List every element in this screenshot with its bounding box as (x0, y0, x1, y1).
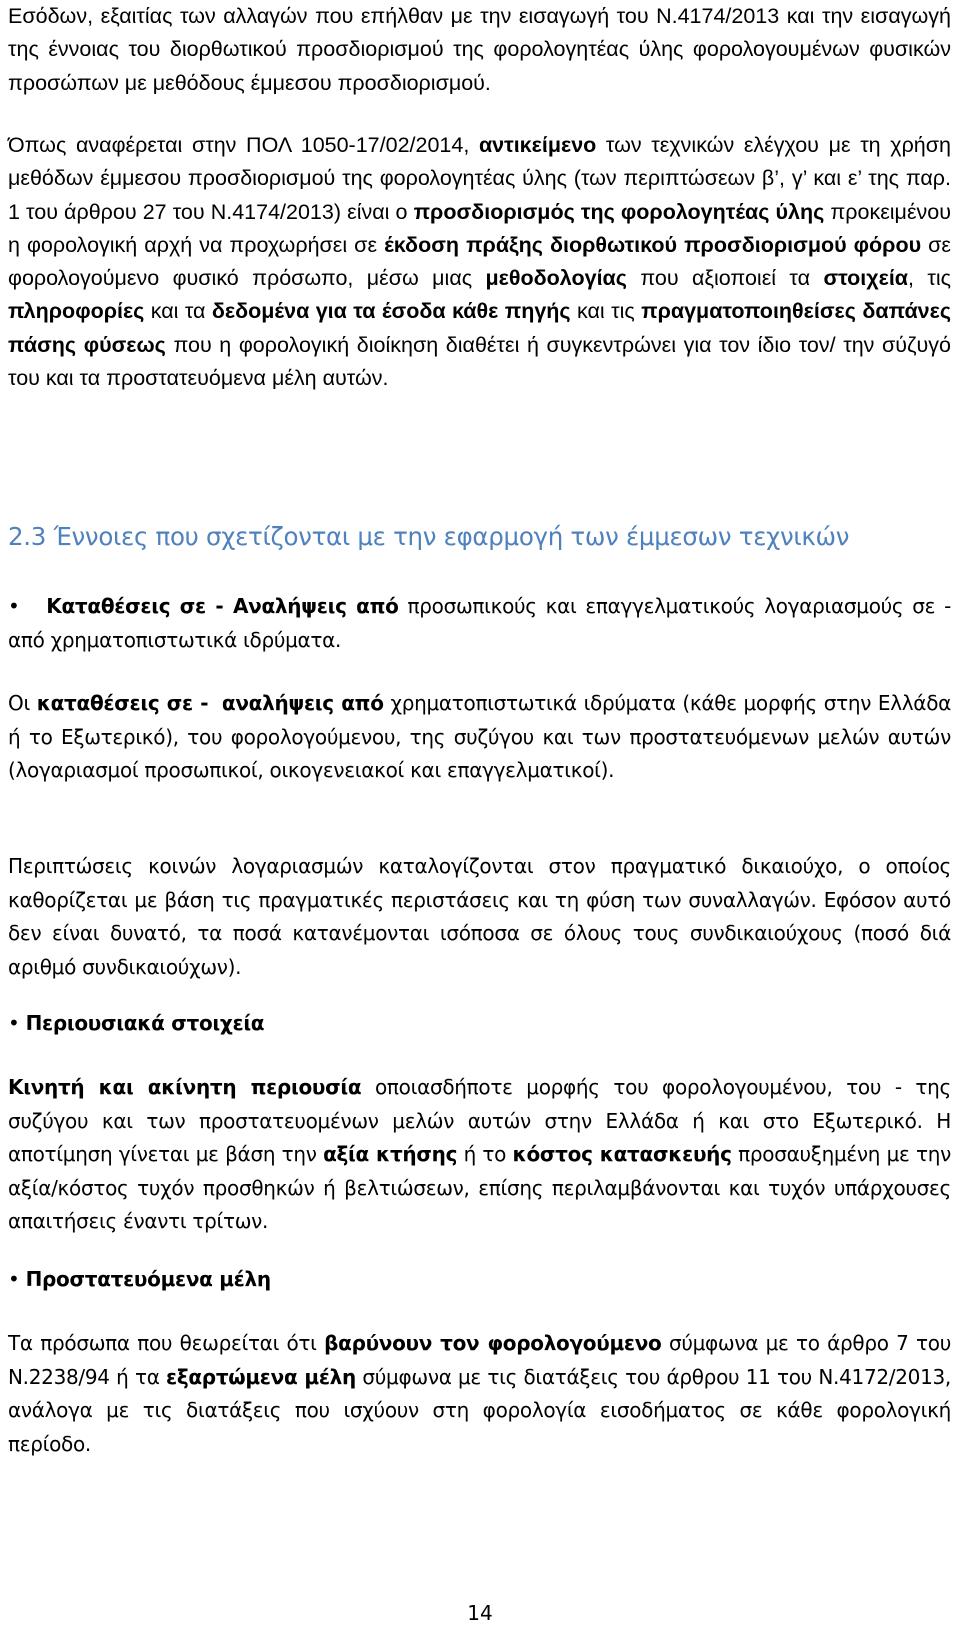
bullet-marker: • (8, 594, 20, 618)
bullet-marker: • (8, 1267, 20, 1291)
paragraph-intro: Εσόδων, εξαιτίας των αλλαγών που επήλθαν με την εισαγωγή του Ν.4174/2013 και την εισαγωγή της έννοιας του διορθωτικού προσδιορισμού της φορολογητέας ύλης φορολογουμένων φυσικών προσώπων με μεθόδους έμμεσου προσδιορισμού. (8, 4, 951, 95)
bullet-deposits: • Καταθέσεις σε - Αναλήψεις από προσωπικούς και επαγγελματικούς λογαριασμούς σε - από χρηματοπιστωτικά ιδρύματα. (8, 594, 951, 652)
section-heading (8, 519, 951, 555)
paragraph-dependents: Τα πρόσωπα που θεωρείται ότι βαρύνουν τον φορολογούμενο σύμφωνα με το άρθρο 7 του Ν.2238/94 ή τα εξαρτώμενα μέλη σύμφωνα με τις διατάξεις του άρθρου 11 του Ν.4172/2013, ανάλογα με τις διατάξεις που ισχύουν στη φορολογία εισοδήματος σε κάθε φορολογική περίοδο. (8, 1331, 951, 1456)
section-number: 2.3 (8, 522, 47, 551)
paragraph-joint-accounts: Περιπτώσεις κοινών λογαριασμών καταλογίζονται στον πραγματικό δικαιούχο, ο οποίος καθορίζεται με βάση τις πραγματικές περιστάσεις και τη φύση των συναλλαγών. Εφόσον αυτό δεν είναι δυνατό, τα ποσά κατανέμονται ισόποσα σε όλους τους συνδικαιούχους (ποσό διά αριθμό συνδικαιούχων). (8, 854, 951, 979)
paragraph-deposits: Οι καταθέσεις σε - αναλήψεις από χρηματοπιστωτικά ιδρύματα (κάθε μορφής στην Ελλάδα ή το Εξωτερικό), του φορολογούμενου, της συζύγου και των προστατευόμενων μελών αυτών (λογαριασμοί προσωπικοί, οικογενειακοί και επαγγελματικοί). (8, 691, 952, 783)
paragraph-pol: Όπως αναφέρεται στην ΠΟΛ 1050-17/02/2014, αντικείμενο των τεχνικών ελέγχου με τη χρήση μεθόδων έμμεσου προσδιορισμού της φορολογητέας ύλης (των περιπτώσεων β’, γ’ και ε’ της παρ. 1 του άρθρου 27 του Ν.4174/2013) είναι ο προσδιορισμός της φορολογητέας ύλης προκειμένου η φορολογική αρχή να προχωρήσει σε έκδοση πράξης διορθωτικού προσδιορισμού φόρου σε φορολογούμενο φυσικό πρόσωπο, μέσω μιας μεθοδολογίας που αξιοποιεί τα στοιχεία, τις πληροφορίες και τα δεδομένα για τα έσοδα κάθε πηγής και τις πραγματοποιηθείσες δαπάνες πάσης φύσεως που η φορολογική διοίκηση διαθέτει ή συγκεντρώνει για τον ίδιο τον/ την σύζυγό του και τα προστατευόμενα μέλη αυτών. (8, 133, 952, 391)
bullet-marker: • (8, 1011, 20, 1035)
section-title: Έννοιες που σχετίζονται με την εφαρμογή των έμμεσων τεχνικών (46, 522, 850, 551)
bullet-dependents: • Προστατευόμενα μέλη (8, 1267, 271, 1291)
paragraph-assets: Κινητή και ακίνητη περιουσία οποιασδήποτε μορφής του φορολογουμένου, του - της συζύγου και των προστατευομένων μελών αυτών στην Ελλάδα ή και στο Εξωτερικό. Η αποτίμηση γίνεται με βάση την αξία κτήσης ή το κόστος κατασκευής προσαυξημένη με την αξία/κόστος τυχόν προσθηκών ή βελτιώσεων, επίσης περιλαμβάνονται και τυχόν υπάρχουσες απαιτήσεις έναντι τρίτων. (8, 1075, 951, 1234)
bullet-assets: • Περιουσιακά στοιχεία (8, 1011, 265, 1035)
page-number: 14 (467, 1601, 493, 1625)
